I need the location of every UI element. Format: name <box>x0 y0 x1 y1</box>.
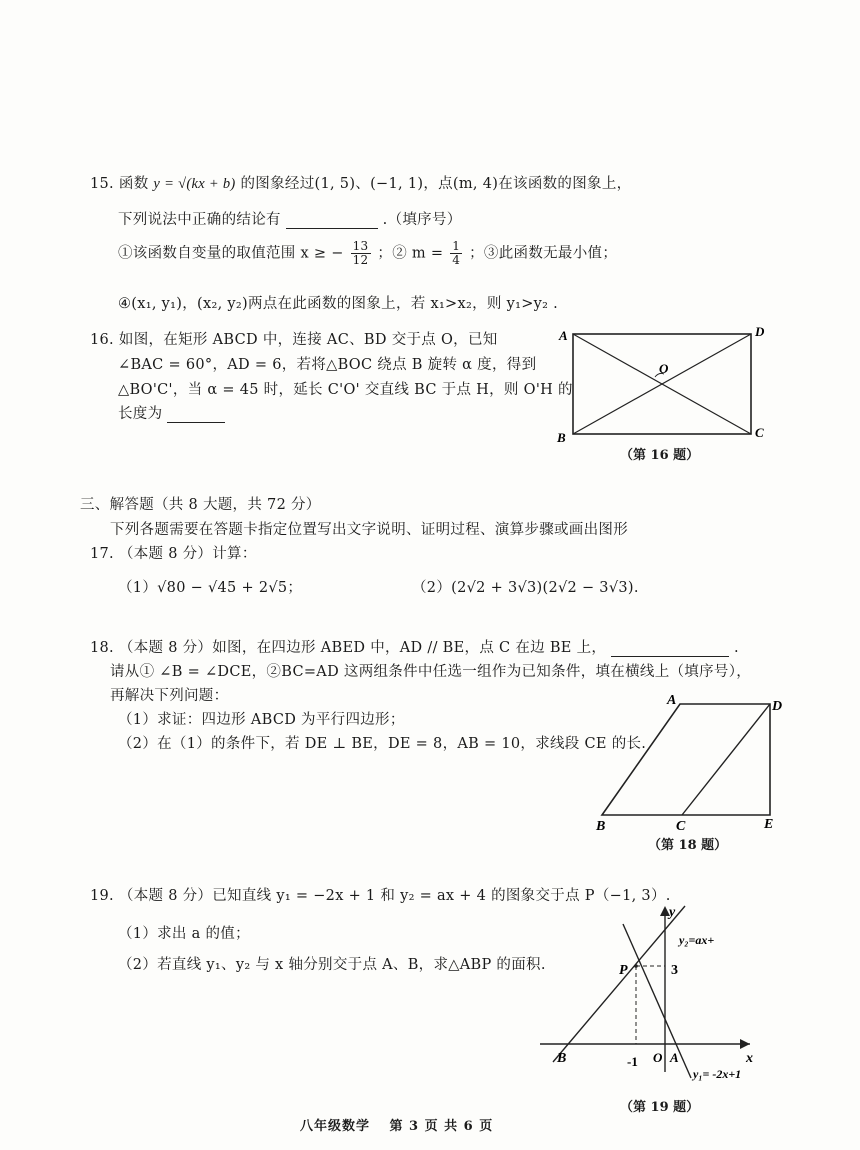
q15-stem-post: 的图象经过(1, 5)、(−1, 1)，点(m, 4)在该函数的图象上， <box>240 176 632 192</box>
label-p: P <box>619 963 628 978</box>
q15-fraction-13-12 <box>351 240 371 267</box>
q15-option-1: ①该函数自变量的取值范围 x ≥ − <box>118 245 344 262</box>
q15-stem-pre: 函数 <box>118 176 149 192</box>
q19-number: 19. <box>90 888 114 904</box>
q18-text-1: （本题 8 分）如图，在四边形 ABED 中，AD // BE，点 C 在边 BE 上， <box>118 640 607 656</box>
q16-text-3: △BO'C'，当 α = 45 时，延长 C'O' 交直线 BC 于点 H，则 O'H 的 <box>118 382 573 398</box>
quadrilateral-abed-diagram <box>590 690 790 835</box>
label-y2: y₂=ax+ <box>679 933 715 947</box>
q18-part-1: （1）求证：四边形 ABCD 为平行四边形； <box>118 712 405 728</box>
frac-num: 13 <box>352 239 369 253</box>
q16-text-1: 如图，在矩形 ABCD 中，连接 AC、BD 交于点 O，已知 <box>118 332 498 348</box>
label-neg1: -1 <box>627 1054 638 1069</box>
label-c: C <box>755 425 764 440</box>
q18-number: 18. <box>90 640 114 656</box>
q15-option-4-text: ④(x₁, y₁)，(x₂, y₂)两点在此函数的图象上，若 x₁>x₂，则 y₁>y₂ . <box>118 296 559 312</box>
q15-options-123 <box>118 240 617 267</box>
label-o: O <box>659 361 669 376</box>
q16-line4 <box>118 402 225 423</box>
q17-part-2: （2）(2√2 + 3√3)(2√2 − 3√3). <box>412 580 639 596</box>
q16-figure <box>555 322 780 442</box>
q15-option-2: ；② m = <box>377 245 444 262</box>
label-y: y <box>669 905 676 920</box>
q19-part-2: （2）若直线 y₁、y₂ 与 x 轴分别交于点 A、B，求△ABP 的面积. <box>118 957 546 973</box>
label-d: D <box>772 699 783 714</box>
q15-option-4 <box>118 292 558 313</box>
q16-text-4: 长度为 <box>118 406 163 422</box>
q15-prompt-end: .（填序号） <box>382 212 462 228</box>
q19-part-1: （1）求出 a 的值； <box>118 926 250 942</box>
q15-prompt: 下列说法中正确的结论有 <box>118 212 281 228</box>
q15-function: y = √(kx + b) <box>153 176 236 192</box>
label-e: E <box>764 817 774 832</box>
frac-num: 1 <box>452 239 461 253</box>
quadrilateral-abed <box>602 704 770 815</box>
q17-number: 17. <box>90 546 114 562</box>
label-b: B <box>557 1051 567 1066</box>
q16-line1 <box>90 328 498 349</box>
q17-part-1: （1）√80 − √45 + 2√5； <box>118 580 303 596</box>
label-y1: y₁= -2x+1 <box>693 1067 742 1081</box>
point-p <box>634 964 638 968</box>
q18-caption: （第 18 题） <box>648 838 728 853</box>
q16-caption: （第 16 题） <box>620 448 700 463</box>
q16-text-2: ∠BAC = 60°，AD = 6，若将△BOC 绕点 B 旋转 α 度，得到 <box>118 357 537 373</box>
q19-caption: （第 19 题） <box>620 1100 700 1115</box>
x-axis-arrow <box>740 1039 750 1049</box>
label-a: A <box>670 1050 679 1065</box>
label-x: x <box>746 1051 753 1066</box>
q16-number: 16. <box>90 332 114 348</box>
q18-condition-blank[interactable] <box>611 642 729 657</box>
label-a: A <box>559 328 568 343</box>
q15-fraction-1-4 <box>450 240 462 267</box>
q19-text-1: （本题 8 分）已知直线 y₁ = −2x + 1 和 y₂ = ax + 4 的图象交于点 P（−1, 3）. <box>118 888 671 904</box>
q17-heading: （本题 8 分）计算： <box>118 546 257 562</box>
q15-line1 <box>90 172 631 193</box>
q18-part-2: （2）在（1）的条件下，若 DE ⊥ BE，DE = 8，AB = 10，求线段 CE 的长. <box>118 736 647 752</box>
label-c: C <box>676 819 686 834</box>
section3-description: 下列各题需要在答题卡指定位置写出文字说明、证明过程、演算步骤或画出图形 <box>110 522 628 538</box>
label-a: A <box>667 693 677 708</box>
q18-figure <box>590 690 790 835</box>
label-b: B <box>557 430 566 442</box>
label-d: D <box>755 324 765 339</box>
linear-functions-graph <box>535 902 760 1087</box>
q19-figure <box>535 902 760 1087</box>
q15-answer-blank[interactable] <box>286 214 378 229</box>
q18-text-2: 请从① ∠B = ∠DCE，②BC=AD 这两组条件中任选一组作为已知条件，填在横线上（填序号）， <box>110 664 752 680</box>
label-o: O <box>653 1050 663 1065</box>
rectangle-abcd-diagram <box>555 322 780 442</box>
frac-den: 4 <box>452 253 461 267</box>
q16-line3 <box>118 378 573 399</box>
q15-number: 15. <box>90 176 114 192</box>
q16-line2 <box>118 353 536 374</box>
q18-text-1-end: . <box>734 640 739 656</box>
page-footer: 八年级数学 第 3 页 共 6 页 <box>300 1119 494 1134</box>
q15-option-3: ；③此函数无最小值； <box>469 245 618 262</box>
frac-den: 12 <box>352 253 369 267</box>
q18-text-3: 再解决下列问题： <box>110 688 229 704</box>
q17-line1 <box>90 542 257 563</box>
q15-line2 <box>118 208 462 229</box>
segment-dc <box>682 704 770 815</box>
q16-answer-blank[interactable] <box>167 408 225 423</box>
section3-title: 三、解答题（共 8 大题，共 72 分） <box>80 497 321 513</box>
label-b: B <box>596 819 606 834</box>
label-3: 3 <box>671 963 678 978</box>
q18-line1 <box>90 636 739 657</box>
